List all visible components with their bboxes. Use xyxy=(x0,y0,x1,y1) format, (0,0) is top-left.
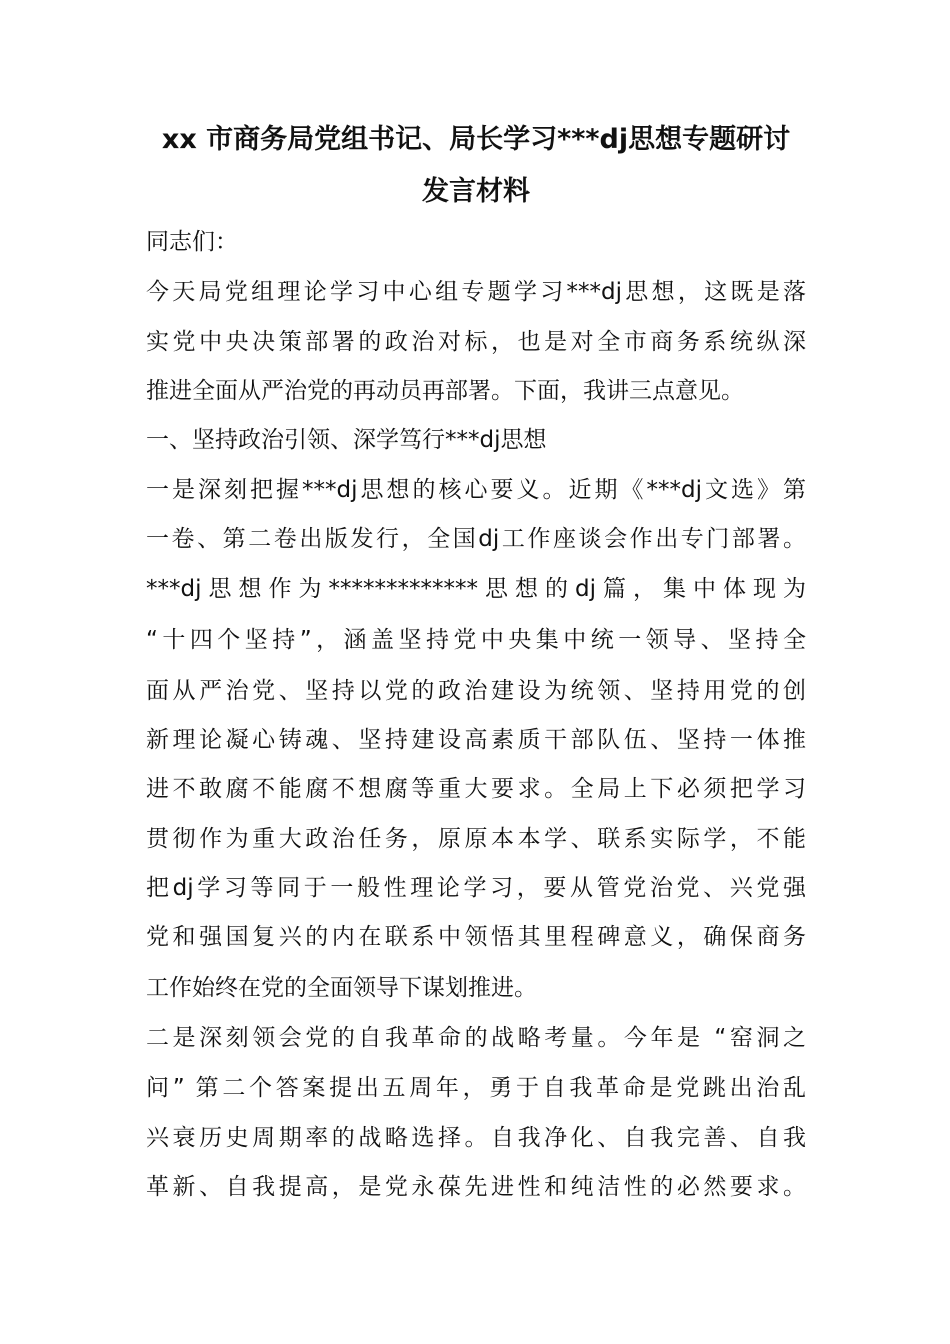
body-line: 推进全面从严治党的再动员再部署。下面，我讲三点意见。 xyxy=(146,378,744,404)
body-line: 工作始终在党的全面领导下谋划推进。 xyxy=(146,975,537,1001)
document-title-line-1: xx 市商务局党组书记、局长学习***dj思想专题研讨 xyxy=(161,124,791,155)
body-line: 一是深刻把握***dj思想的核心要义。近期《***dj文选》第 xyxy=(146,477,806,503)
body-line: “十四个坚持”，涵盖坚持党中央集中统一领导、坚持全 xyxy=(146,627,806,653)
body-line: 进不敢腐不能腐不想腐等重大要求。全局上下必须把学习 xyxy=(146,776,806,802)
body-line: 贯彻作为重大政治任务，原原本本学、联系实际学，不能 xyxy=(146,826,806,852)
body-line: 面从严治党、坚持以党的政治建设为统领、坚持用党的创 xyxy=(146,678,806,704)
body-line: 党和强国复兴的内在联系中领悟其里程碑意义，确保商务 xyxy=(146,924,806,950)
body-line: 一卷、第二卷出版发行，全国dj工作座谈会作出专门部署。 xyxy=(146,526,806,552)
body-line: 今天局党组理论学习中心组专题学习***dj思想，这既是落 xyxy=(146,279,806,305)
body-line: 二是深刻领会党的自我革命的战略考量。今年是 “窑洞之 xyxy=(146,1025,806,1051)
document-title-line-2: 发言材料 xyxy=(422,176,530,207)
body-line: 新理论凝心铸魂、坚持建设高素质干部队伍、坚持一体推 xyxy=(146,727,806,753)
salutation: 同志们： xyxy=(146,229,238,255)
body-line: 革新、自我提高，是党永葆先进性和纯洁性的必然要求。 xyxy=(146,1174,806,1200)
body-line: 兴衰历史周期率的战略选择。自我净化、自我完善、自我 xyxy=(146,1125,806,1151)
body-line: 实党中央决策部署的政治对标，也是对全市商务系统纵深 xyxy=(146,329,806,355)
body-line: 把dj学习等同于一般性理论学习，要从管党治党、兴党强 xyxy=(146,875,806,901)
body-line: ***dj思想作为*************思想的dj篇，集中体现为 xyxy=(146,576,806,602)
section-heading: 一、坚持政治引领、深学笃行***dj思想 xyxy=(146,427,547,453)
body-line: 问” 第二个答案提出五周年，勇于自我革命是党跳出治乱 xyxy=(146,1075,806,1101)
